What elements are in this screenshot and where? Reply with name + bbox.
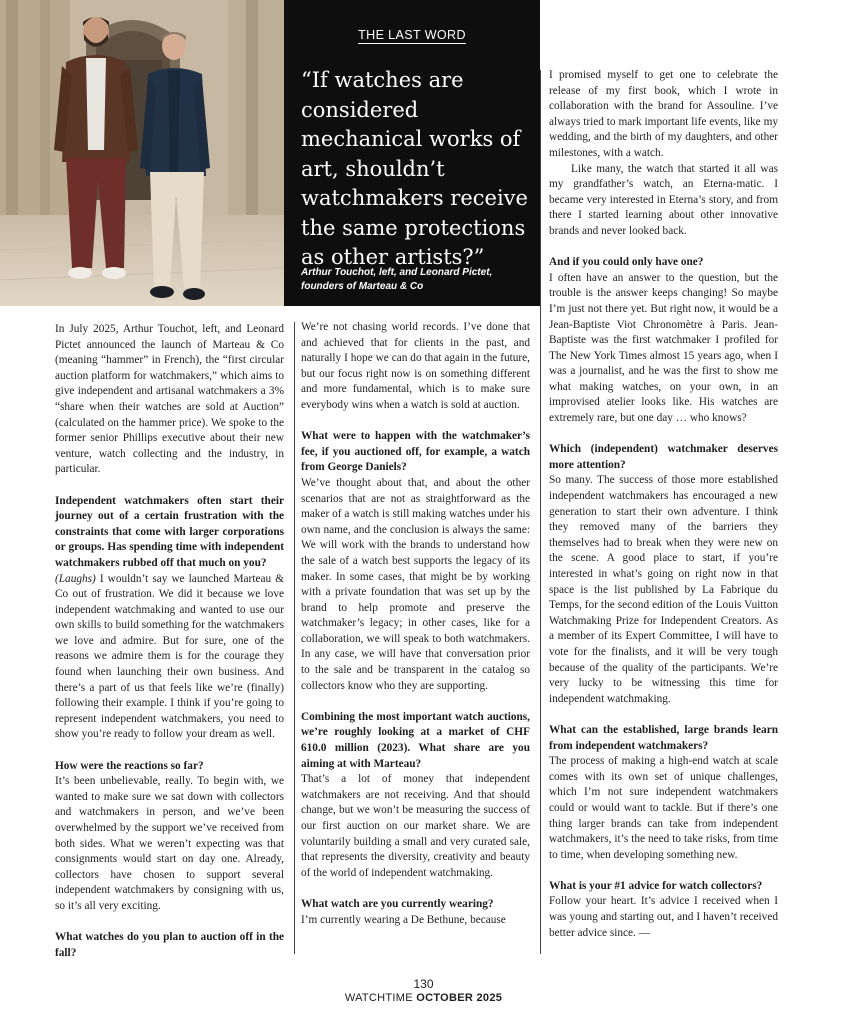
article-column-1 [55, 322, 284, 961]
pull-quote: “If watches are considered mechanical works of art, shouldn’t watchmakers receive the same protections as other artists?” [301, 68, 528, 269]
interview-question: Combining the most important watch auctions, we’re roughly looking at a market of CHF 610.0 million (2023). What share are you aiming at with Marteau? [301, 710, 530, 770]
section-label: THE LAST WORD [358, 28, 466, 42]
body-paragraph: We’re not chasing world records. I’ve done that and achieved that for clients in the past, and naturally I hope we can do that again in the future, but our focus right now is on something different and more fundamental, which is to make sure everybody wins when a watch is sold at auction. [301, 321, 530, 411]
interview-question: Which (independent) watchmaker deserves more attention? [549, 443, 778, 471]
article-column-2 [301, 320, 530, 928]
interview-answer: So many. The success of those more established independent watchmakers has encouraged a new generation to start their own adventure. I think they removed many of the barriers they themselves had to break when they were new on the scene. A good place to start, if you’re interested in what’s going on right now in that space is the list published by La Fabrique du Temps, for the second edition of the Louis Vuitton Watchmaking Prize for Independent Creators. As a member of its Expert Committee, I will have to vote for the finalists, and it will be very tough because of the quality of the participants. We’re very lucky to be witnessing this time for independent watchmaking. [549, 474, 778, 705]
interview-answer: That’s a lot of money that independent watchmakers are not receiving. And that should change, but we won’t be measuring the success of our first auction on our market share. We are voluntarily building a small and very curated sale, that represents the diversity, creativity and beauty of the world of independent watchmaking. [301, 773, 530, 879]
body-paragraph: I promised myself to get one to celebrate the release of my first book, which I wrote in collaboration with the brand for Assouline. I’ve always tried to mark important life events, like my wedding, and the birth of my daughters, and other milestones, with a watch. [549, 69, 778, 159]
page-number: 130 [413, 977, 434, 991]
interview-question: How were the reactions so far? [55, 759, 204, 772]
interview-question: What can the established, large brands learn from independent watchmakers? [549, 723, 778, 752]
interview-answer [55, 572, 284, 744]
body-paragraph: In July 2025, Arthur Touchot, left, and Leonard Pictet announced the launch of Marteau & Co (meaning “hammer” in French), the “first circular auction platform for watchmakers,” which aims to give independent and artisanal watchmakers a 3% “share when their watches are sold at Auction” (calculated on the hammer price). We spoke to the former senior Phillips executive about their new venture, watch collecting and the industry, in particular. [55, 323, 284, 476]
interview-answer: I’m currently wearing a De Bethune, because [301, 913, 506, 926]
quote-panel [284, 0, 540, 306]
interview-answer: Follow your heart. It’s advice I received when I was young and starting out, and I haven’t received better advice since. — [549, 895, 778, 939]
answer-text: I wouldn’t say we launched Marteau & Co out of frustration. We did it because we love independent watchmaking and wanted to use our own skills to build something for the watchmakers we love and admire. But for sure, one of the reasons we admire them is for the courage they found when launching their own business. And there’s a part of us that feels like we’re (finally) following their example. I think if you’re going to represent independent watchmakers, you need to show you’re ready to follow your dream as well. [55, 572, 284, 741]
interview-answer: I often have an answer to the question, but the trouble is the answer keeps changing! So maybe I’m just not there yet. But right now, it would be a Jean-Baptiste Viot Chronomètre à Paris. Jean-Baptiste was the first watchmaker I profiled for The New York Times almost 15 years ago, when I was a journalist, and he was the first to show me what making watches, on your own, in an improvised atelier looks like. His watches are extremely rare, but one day … who knows? [549, 271, 778, 425]
interview-question: What watches do you plan to auction off in the fall? [55, 931, 284, 959]
body-paragraph: Like many, the watch that started it all was my grandfather’s watch, an Eterna-matic. I became very interested in Eterna’s story, and from there I started learning about other innovative brands and never looked back. [549, 162, 778, 237]
answer-lead: (Laughs) [55, 572, 96, 585]
interview-answer: The process of making a high-end watch at scale comes with its own set of unique challenges, which I’m not sure independent watchmakers could or would want to tackle. But if there’s one thing larger brands can take from independent watchmakers, it’s the need to take risks, from time to time, when developing something new. [549, 755, 778, 861]
founders-photo-illustration [0, 0, 284, 306]
interview-question: What is your #1 advice for watch collectors? [549, 879, 763, 892]
interview-answer: We’ve thought about that, and about the other scenarios that are not as straightforward as the maker of a watch is still making watches under his own name, and the conclusion is always the same: We will work with the brands to understand how the sale of a watch best supports the legacy of its maker. In some cases, that might be by working with a private foundation that was set up by the brand to help promote and preserve the watchmaker’s legacy; in other cases, like for a collaboration, we will speak to both watchmakers. In any case, we will have that conversation prior to the sale and be transparent in the catalog so collectors know who they are supporting. [301, 476, 530, 692]
interview-question: And if you could only have one? [549, 256, 704, 269]
interview-answer: It’s been unbelievable, really. To begin with, we wanted to make sure we sat down with collectors and watchmakers in person, and we’ve been overwhelmed by the support we’ve received from both sides. What we weren’t expecting was that consignments would start on day one. Already, collectors have chosen to support several independent watchmakers by consigning with us, so it’s all very exciting. [55, 775, 284, 912]
photo-caption: Arthur Touchot, left, and Leonard Pictet, founders of Marteau & Co [301, 267, 493, 292]
magazine-name: WATCHTIME [344, 992, 413, 1004]
interview-question: What watch are you currently wearing? [301, 897, 494, 910]
column-rule-1 [294, 322, 295, 954]
magazine-footer [0, 992, 847, 1004]
interview-question: Independent watchmakers often start their journey out of a certain frustration with the constraints that come with larger corporations or groups. Has spending time with independent watchmakers rubbed off that much on you? [55, 494, 284, 569]
issue-date: OCTOBER 2025 [416, 992, 503, 1004]
article-column-3 [549, 68, 778, 941]
column-rule-2 [540, 70, 541, 954]
founders-photo [0, 0, 284, 306]
interview-question: What were to happen with the watchmaker’s fee, if you auctioned off, for example, a watch from George Daniels? [301, 430, 530, 474]
